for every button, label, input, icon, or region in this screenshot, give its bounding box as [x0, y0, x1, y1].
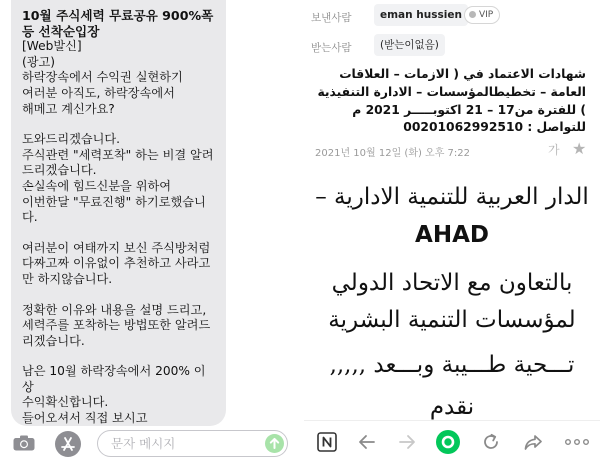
message-title: 10월 주식세력 무료공유 900%폭등 선착순입장 — [22, 8, 214, 39]
appstore-icon[interactable] — [55, 431, 81, 457]
sms-screen — [0, 0, 296, 460]
mail-subject: شهادات الاعتماد في ( الازمات – العلاقات العامة – تخطيطالمؤسسات – الادارة التنفيذية ) للفترة من17 – 21 اكتوبـــــر 2021 م للتواصل : 00201062992510 — [317, 67, 586, 135]
message-paragraph: 정확한 이유와 내용을 설명 드리고, 세력주를 포착하는 방법또한 알려드 리겠습니다. — [22, 302, 211, 348]
message-paragraph: 도와드리겠습니다. 주식관련 "세력포착" 하는 비결 알려 드리겠습니다. 손실속에 힘드신분을 위하여 이번한달 "무료진행" 하기로했습니 다. — [22, 132, 214, 225]
text-size-icon[interactable]: 가 — [548, 143, 560, 157]
message-bubble[interactable] — [11, 0, 226, 426]
body-line: نقدم — [429, 394, 475, 420]
message-input[interactable]: 문자 메시지 — [97, 430, 288, 457]
home-circle-icon[interactable] — [435, 429, 461, 455]
forward-arrow-icon[interactable] — [396, 431, 418, 453]
recipient-label: 받는사람 — [311, 42, 352, 54]
vip-badge-label: VIP — [479, 10, 494, 20]
message-paragraph: 남은 10월 하락장속에서 200% 이상 수익확신합니다. 들어오셔서 직접 보시고 — [22, 364, 206, 426]
body-line-ahad: AHAD — [415, 222, 489, 248]
mail-body — [304, 180, 600, 420]
send-arrow-icon[interactable] — [265, 434, 284, 453]
browser-toolbar — [304, 420, 600, 460]
refresh-icon[interactable] — [480, 431, 502, 453]
mail-screen — [304, 0, 600, 460]
recipient-chip[interactable]: (받는이없음) — [374, 34, 445, 56]
panel-divider — [296, 0, 304, 460]
naver-n-icon[interactable] — [316, 431, 338, 453]
message-paragraph: 여러분이 여태까지 보신 주식방처럼 다짜고짜 이유없이 추천하고 사라고 만 하지않습니다. — [22, 240, 211, 286]
body-line: لمؤسسات التنمية البشرية — [328, 307, 576, 333]
vip-badge[interactable] — [464, 6, 500, 24]
mail-date: 2021년 10월 12일 (화) 오후 7:22 — [315, 148, 471, 159]
body-line: الدار العربية للتنمية الادارية – — [315, 184, 589, 210]
star-icon[interactable]: ★ — [572, 139, 587, 158]
message-composer — [0, 426, 296, 460]
back-arrow-icon[interactable] — [356, 431, 378, 453]
camera-icon[interactable] — [13, 435, 35, 451]
sender-chip[interactable]: eman hussien — [374, 4, 468, 26]
vip-dot-icon — [469, 11, 476, 18]
body-line: بالتعاون مع الاتحاد الدولي — [331, 270, 573, 296]
body-line: تـــحية طـــيبة وبـــعد ,,,,, — [329, 352, 575, 378]
more-icon[interactable] — [562, 431, 592, 453]
share-icon[interactable] — [522, 431, 544, 453]
message-body: [Web발신] (광고) 하락장속에서 수익권 실현하기 여러분 아직도, 하락장속에서 해메고 계신가요? — [22, 39, 183, 116]
sender-label: 보낸사람 — [311, 12, 352, 24]
